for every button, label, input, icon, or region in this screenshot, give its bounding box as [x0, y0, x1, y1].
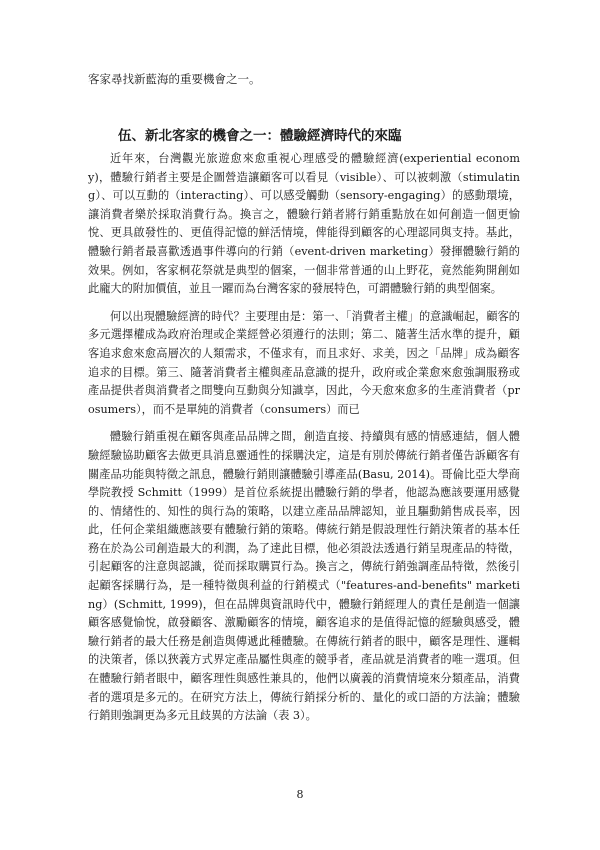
- section-heading: 伍、新北客家的機會之一：體驗經濟時代的來臨: [118, 128, 402, 144]
- paragraph-experiential-marketing: 體驗行銷重視在顧客與產品品牌之間，創造直接、持續與有感的情感連結，個人體驗經驗協助顧客去做更具消息靈通性的採購決定，這是有別於傳統行銷者僅告訴顧客有關產品功能與特徵之訊息，體驗行銷則讓體驗引導產品(Basu, 2014)。哥倫比亞大學商學院教授 Schmitt（1999）是首位系統提出體驗行銷的學者，他認為應該要運用感覺的、情緒性的、知性的與行為的策略，以建立產品品牌認知，並且驅動銷售成長率，因此，任何企業組織應該要有體驗行銷的策略。傳統行銷是假設理性行銷決策者的基本任務在於為公司創造最大的利潤，為了達此目標，他必須設法透過行銷呈現產品的特徵，引起顧客的注意與認識，從而採取購買行為。換言之，傳統行銷強調產品特徵，然後引起顧客採購行為，是一種特徵與利益的行銷模式（"features-and-benefits" marketing）(Schmitt, 1999)，但在品牌與資訊時代中，體驗行銷經理人的責任是創造一個讓顧客感覺愉悅，啟發顧客、激勵顧客的情境，顧客追求的是值得記憶的經驗與感受，體驗行銷者的最大任務是創造與傳遞此種體驗。在傳統行銷者的眼中，顧客是理性、邏輯的決策者，係以狹義方式界定產品屬性與產的競爭者，產品就是消費者的唯一選項。但在體驗行銷者眼中，顧客理性與感性兼具的，他們以廣義的消費情境來分類產品，消費者的選項是多元的。在研究方法上，傳統行銷採分析的、量化的或口語的方法論；體驗行銷則強調更為多元且歧異的方法論（表 3）。: [88, 430, 520, 723]
- body-text: [88, 150, 520, 735]
- page-number: 8: [296, 788, 304, 801]
- paragraph-experience-economy: 近年來，台灣觀光旅遊愈來愈重視心理感受的體驗經濟(experiential economy)，體驗行銷者主要是企圖營造讓顧客可以看見（visible）、可以被刺激（stimulating）、可以互動的（interacting）、可以感受觸動（sensory-engaging）的感動環境，讓消費者樂於採取消費行為。換言之，體驗行銷者將行銷重點放在如何創造一個更愉悅、更具啟發性的、更值得記憶的鮮活情境，俾能得到顧客的心理認同與支持。基此，體驗行銷者最喜歡透過事件導向的行銷（event-driven marketing）發揮體驗行銷的效果。例如，客家桐花祭就是典型的個案，一個非常普通的山上野花，竟然能夠開創如此龐大的附加價值，並且一躍而為台灣客家的發展特色，可謂體驗行銷的典型個案。: [88, 152, 520, 296]
- lead-text: 客家尋找新藍海的重要機會之一。: [88, 72, 261, 86]
- paragraph-reasons: 何以出現體驗經濟的時代？主要理由是：第一、「消費者主權」的意識崛起，顧客的多元選擇權成為政府治理或企業經營必須遵行的法則；第二、隨著生活水準的提升，顧客追求愈來愈高層次的人類需求，不僅求有，而且求好、求美，因之「品牌」成為顧客追求的目標。第三、隨著消費者主權與產品意識的提升，政府或企業愈來愈強調服務或產品提供者與消費者之間雙向互動與分知識享，因此，今天愈來愈多的生產消費者（prosumers），而不是單純的消費者（consumers）而已: [88, 309, 520, 416]
